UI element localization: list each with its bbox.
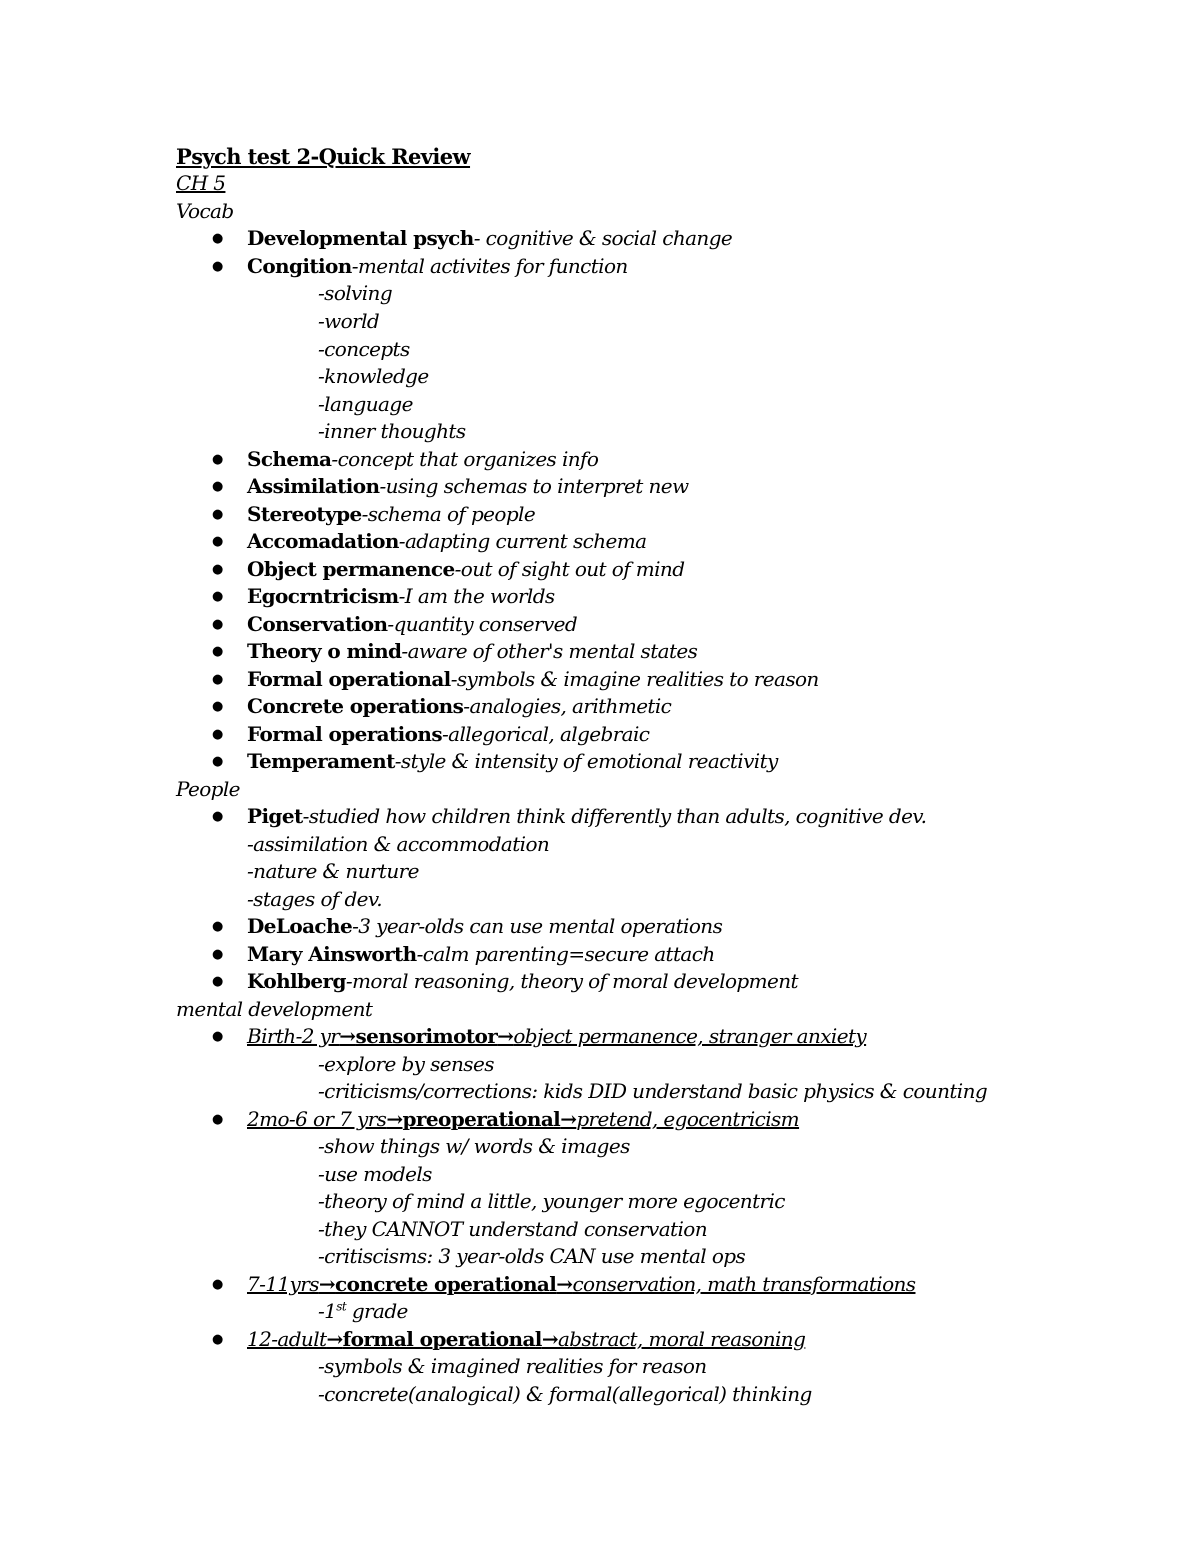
vocab-item: ● Formal operations-allegorical, algebraic [212, 722, 650, 746]
stage-item: ● 2mo-6 or 7 yrs→preoperational→pretend, egocentricism [212, 1107, 800, 1131]
bullet-icon: ● [212, 919, 223, 934]
stage-item: ● Birth-2 yr→sensorimotor→object permanence, stranger anxiety [212, 1024, 867, 1048]
bullet-icon: ● [212, 727, 223, 742]
bullet-icon: ● [212, 644, 223, 659]
vocab-item: ● Theory o mind-aware of other's mental states [212, 639, 698, 663]
people-item: ● Piget-studied how children think differently than adults, cognitive dev. [212, 804, 927, 828]
vocab-item: ● Schema-concept that organizes info [212, 447, 599, 471]
vocab-item: ● Egocrntricism-I am the worlds [212, 584, 555, 608]
vocab-item: ● Concrete operations-analogies, arithmetic [212, 694, 672, 718]
stage-subitem: -critiscisms: 3 year-olds CAN use mental ops [318, 1244, 746, 1268]
vocab-item: ● Assimilation-using schemas to interpret new [212, 474, 689, 498]
vocab-item: ● Object permanence-out of sight out of mind [212, 557, 685, 581]
vocab-item: ● Accomadation-adapting current schema [212, 529, 647, 553]
people-item: ● Kohlberg-moral reasoning, theory of moral development [212, 969, 798, 993]
stage-subitem: -show things w/ words & images [318, 1134, 630, 1158]
stage-subitem: -1st grade [318, 1299, 408, 1323]
arrow-icon: → [556, 1272, 573, 1296]
bullet-icon: ● [212, 617, 223, 632]
stage-subitem: -symbols & imagined realities for reason [318, 1354, 707, 1378]
bullet-icon: ● [212, 809, 223, 824]
stage-subitem: -concrete(analogical) & formal(allegorical) thinking [318, 1382, 812, 1406]
arrow-icon: → [497, 1024, 514, 1048]
bullet-icon: ● [212, 259, 223, 274]
bullet-icon: ● [212, 1112, 223, 1127]
stage-subitem: -they CANNOT understand conservation [318, 1217, 707, 1241]
bullet-icon: ● [212, 231, 223, 246]
bullet-icon: ● [212, 672, 223, 687]
vocab-item: ● Stereotype-schema of people [212, 502, 536, 526]
stage-subitem: -use models [318, 1162, 432, 1186]
bullet-icon: ● [212, 974, 223, 989]
bullet-icon: ● [212, 1277, 223, 1292]
cognition-subitem: -inner thoughts [318, 419, 466, 443]
cognition-subitem: -world [318, 309, 380, 333]
document-title: Psych test 2-Quick Review [176, 144, 471, 169]
bullet-icon: ● [212, 452, 223, 467]
cognition-subitem: -language [318, 392, 413, 416]
piget-subitem: -stages of dev. [247, 887, 382, 911]
vocab-item: ● Congition-mental activites for function [212, 254, 628, 278]
bullet-icon: ● [212, 699, 223, 714]
cognition-subitem: -solving [318, 281, 393, 305]
stage-subitem: -explore by senses [318, 1052, 494, 1076]
arrow-icon: → [318, 1272, 336, 1296]
bullet-icon: ● [212, 507, 223, 522]
bullet-icon: ● [212, 562, 223, 577]
arrow-icon: → [326, 1327, 343, 1351]
piget-subitem: -nature & nurture [247, 859, 419, 883]
stage-item: ● 12-adult→formal operational→abstract, moral reasoning [212, 1327, 806, 1351]
arrow-icon: → [386, 1107, 403, 1131]
bullet-icon: ● [212, 947, 223, 962]
vocab-item: ● Formal operational-symbols & imagine realities to reason [212, 667, 819, 691]
piget-subitem: -assimilation & accommodation [247, 832, 550, 856]
bullet-icon: ● [212, 1029, 223, 1044]
vocab-heading: Vocab [176, 199, 234, 223]
bullet-icon: ● [212, 754, 223, 769]
vocab-item: ● Temperament-style & intensity of emotional reactivity [212, 749, 778, 773]
people-item: ● Mary Ainsworth-calm parenting=secure attach [212, 942, 715, 966]
arrow-icon: → [339, 1024, 356, 1048]
vocab-item: ● Conservation-quantity conserved [212, 612, 578, 636]
people-heading: People [176, 777, 240, 801]
cognition-subitem: -concepts [318, 337, 410, 361]
bullet-icon: ● [212, 534, 223, 549]
bullet-icon: ● [212, 479, 223, 494]
people-item: ● DeLoache-3 year-olds can use mental operations [212, 914, 723, 938]
stage-subitem: -criticisms/corrections: kids DID understand basic physics & counting [318, 1079, 988, 1103]
bullet-icon: ● [212, 1332, 223, 1347]
mental-development-heading: mental development [176, 997, 373, 1021]
stage-subitem: -theory of mind a little, younger more egocentric [318, 1189, 785, 1213]
chapter-heading: CH 5 [176, 171, 226, 195]
stage-item: ● 7-11yrs→concrete operational→conservation, math transformations [212, 1272, 916, 1296]
arrow-icon: → [541, 1327, 558, 1351]
cognition-subitem: -knowledge [318, 364, 429, 388]
arrow-icon: → [560, 1107, 577, 1131]
bullet-icon: ● [212, 589, 223, 604]
vocab-item: ● Developmental psych- cognitive & social change [212, 226, 733, 250]
